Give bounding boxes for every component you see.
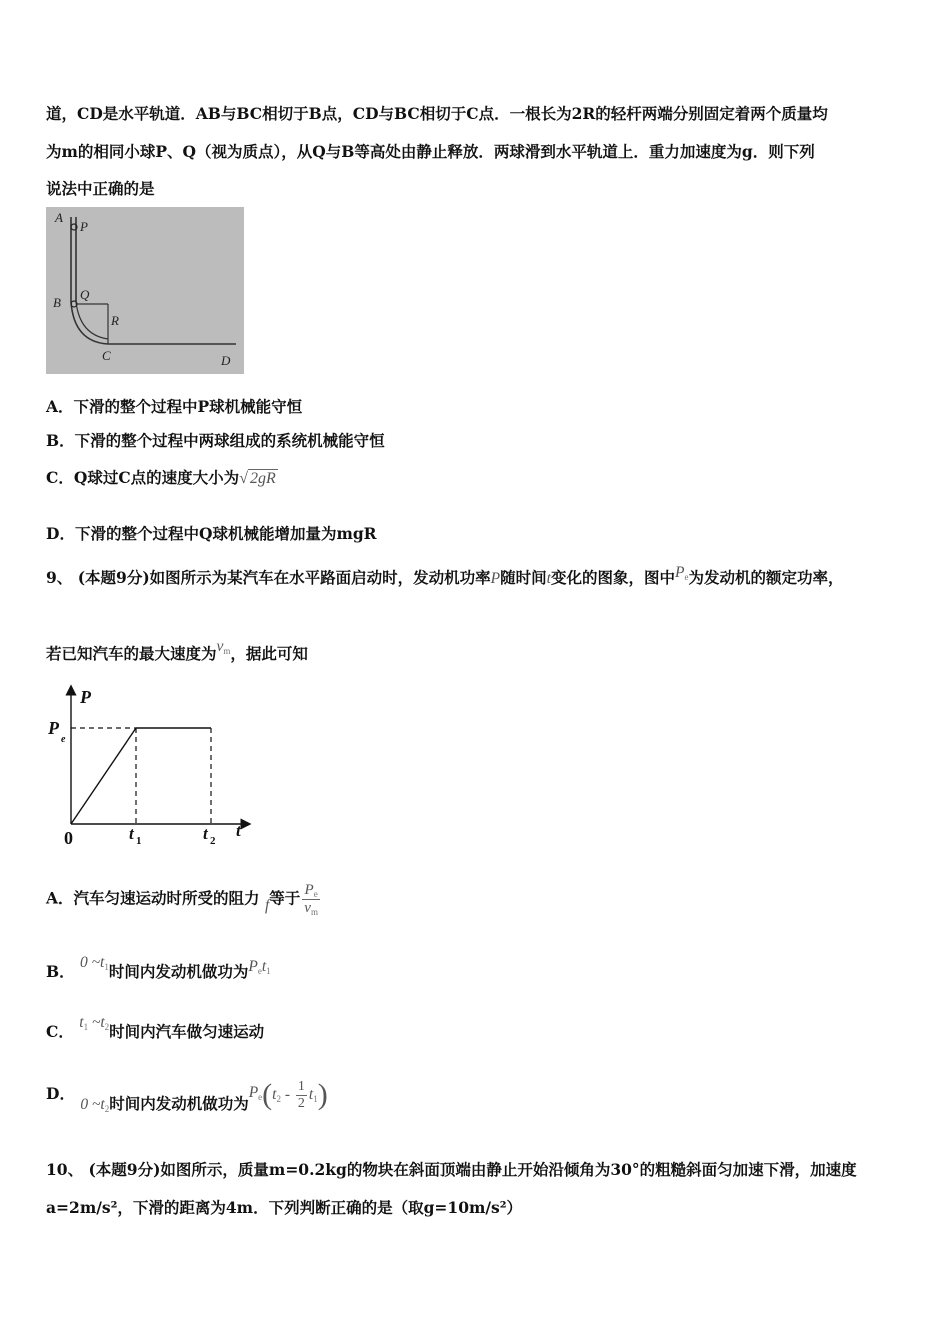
q9-graph-t2: t [203,824,208,843]
q9-option-d-text: 时间内发动机做功为 [109,1094,249,1113]
q9-option-d-t2-sub: 2 [276,1094,281,1104]
q9-option-d-label: D． [46,1084,75,1103]
q8-option-c-text: C．Q球过C点的速度大小为 [46,468,240,487]
q9-option-b-expr-t: t [261,958,267,975]
q9-stem-part3: 变化的图象，图中 [550,568,675,587]
q9-option-b-range-sub: 1 [104,962,109,972]
q9-option-d-t1: t [308,1086,314,1103]
q9-sym-pe-sub: e [684,572,689,582]
q9-option-b-expr-p-sub: e [257,966,262,976]
q9-frac-num: P [304,882,314,898]
q9-option-d-fraction [296,1079,307,1112]
q9-option-d: D． 0 $\sim t_2$时间内发动机做功为$P_e(t_2$ - $\frac{1}{2}$ $t_1$) [46,1078,328,1114]
q9-frac-den-sub: m [310,907,318,917]
q8-label-B: B [53,295,61,310]
q9-option-b-expr-t-sub: 1 [266,966,271,976]
q9-option-c [46,1014,265,1042]
q9-stem-line1 [46,566,843,588]
q9-option-c-range-t2: ~t [88,1014,105,1031]
q8-option-c-sqrt: 2gR [249,470,276,487]
q8-label-P: P [80,219,88,234]
q9-option-d-range: 0 ~t [80,1096,105,1113]
q9-number: 9、 [46,568,73,587]
q9-option-d-p: P [248,1084,259,1101]
q9-option-d-num: 1 [297,1078,305,1094]
q9-option-b-expr-p: P [248,958,258,975]
q10-stem-line2: a=2m/s²，下滑的距离为4m．下列判断正确的是（取g=10m/s²） [46,1198,523,1217]
q9-option-b [46,954,271,982]
q10-stem-line1: 10、 (本题9分)如图所示，质量m=0.2kg的物块在斜面顶端由静止开始沿倾角为30°的粗糙斜面匀加速下滑，加速度 [46,1160,857,1179]
q8-stem-line2: 为m的相同小球P、Q（视为质点），从Q与B等高处由静止释放．两球滑到水平轨道上．重力加速度为g．则下列 [46,142,815,161]
q8-option-c: C．Q球过C点的速度大小为√ 2gR [46,468,276,487]
q9-sym-p: P [490,570,501,587]
q9-stem-part2: 随时间 [500,568,547,587]
q9-power-time-graph [46,684,256,849]
q9-sym-vm: v [216,638,224,655]
q9-stem-part1: 如图所示为某汽车在水平路面启动时，发动机功率 [149,568,491,587]
q9-graph-x-label: t [236,821,241,840]
q8-option-d: D．下滑的整个过程中Q球机械能增加量为mgR [46,524,377,543]
q9-sym-vm-sub: m [223,646,231,656]
q9-option-d-p-sub: e [258,1092,263,1102]
q8-label-A: A [55,210,63,225]
q9-option-c-text: 时间内汽车做匀速运动 [109,1022,265,1041]
q8-label-Q: Q [80,287,90,302]
q8-option-b: B．下滑的整个过程中两球组成的系统机械能守恒 [46,431,385,450]
q9-graph-origin: 0 [64,828,73,848]
q8-label-C: C [102,348,111,363]
q9-option-c-range-t1: t [79,1014,84,1031]
q9-option-c-label: C． [46,1022,74,1041]
q9-option-b-label: B． [46,962,75,981]
q9-option-b-text: 时间内发动机做功为 [108,962,249,981]
q9-sym-pe: P [674,564,685,581]
q9-graph-t1-sub: 1 [136,835,142,847]
q8-label-D: D [221,353,231,368]
q9-stem-line2a: 若已知汽车的最大速度为 [46,644,217,663]
q9-stem-part4: 为发动机的额定功率， [688,568,844,587]
q9-graph-y-label: P [80,687,91,707]
q9-option-a [46,882,322,917]
q8-stem-line1: 道，CD是水平轨道．AB与BC相切于B点，CD与BC相切于C点．一根长为2R的轻杆两端分别固定着两个质量均 [46,104,828,123]
q9-stem-line2 [46,638,308,664]
q9-option-a-mid: 等于 [269,888,301,908]
q9-graph-pe-sub: e [61,734,66,745]
q9-option-c-range-t1-sub: 1 [83,1022,89,1032]
q9-stem-line2b: ，据此可知 [230,644,308,663]
q9-score: (本题9分) [77,568,150,587]
q8-track-figure [46,207,244,374]
q9-option-d-t2: t [272,1086,277,1103]
q9-sym-t: t [546,570,551,587]
q9-frac-den: v [304,900,311,916]
q9-option-b-range: 0 ~t [80,954,105,971]
q8-option-a: A．下滑的整个过程中P球机械能守恒 [46,397,303,416]
q9-graph-t2-sub: 2 [210,835,216,847]
q9-frac-num-sub: e [313,889,318,899]
q9-graph-pe-label: P [48,718,59,738]
q8-stem-line3: 说法中正确的是 [46,179,155,198]
q9-option-d-den: 2 [297,1095,305,1111]
q9-option-d-t1-sub: 1 [313,1094,318,1104]
q9-ramp-line [71,728,136,824]
q9-graph-t1: t [129,824,134,843]
q9-option-a-f: f [264,896,270,914]
q9-option-c-range-t2-sub: 2 [104,1022,110,1032]
q9-option-d-range-sub: 2 [104,1104,110,1114]
q9-option-a-text: A．汽车匀速运动时所受的阻力 [46,888,260,908]
q9-option-d-minus: - [280,1086,294,1103]
q9-option-a-fraction [302,882,320,917]
q8-label-R: R [111,313,119,328]
